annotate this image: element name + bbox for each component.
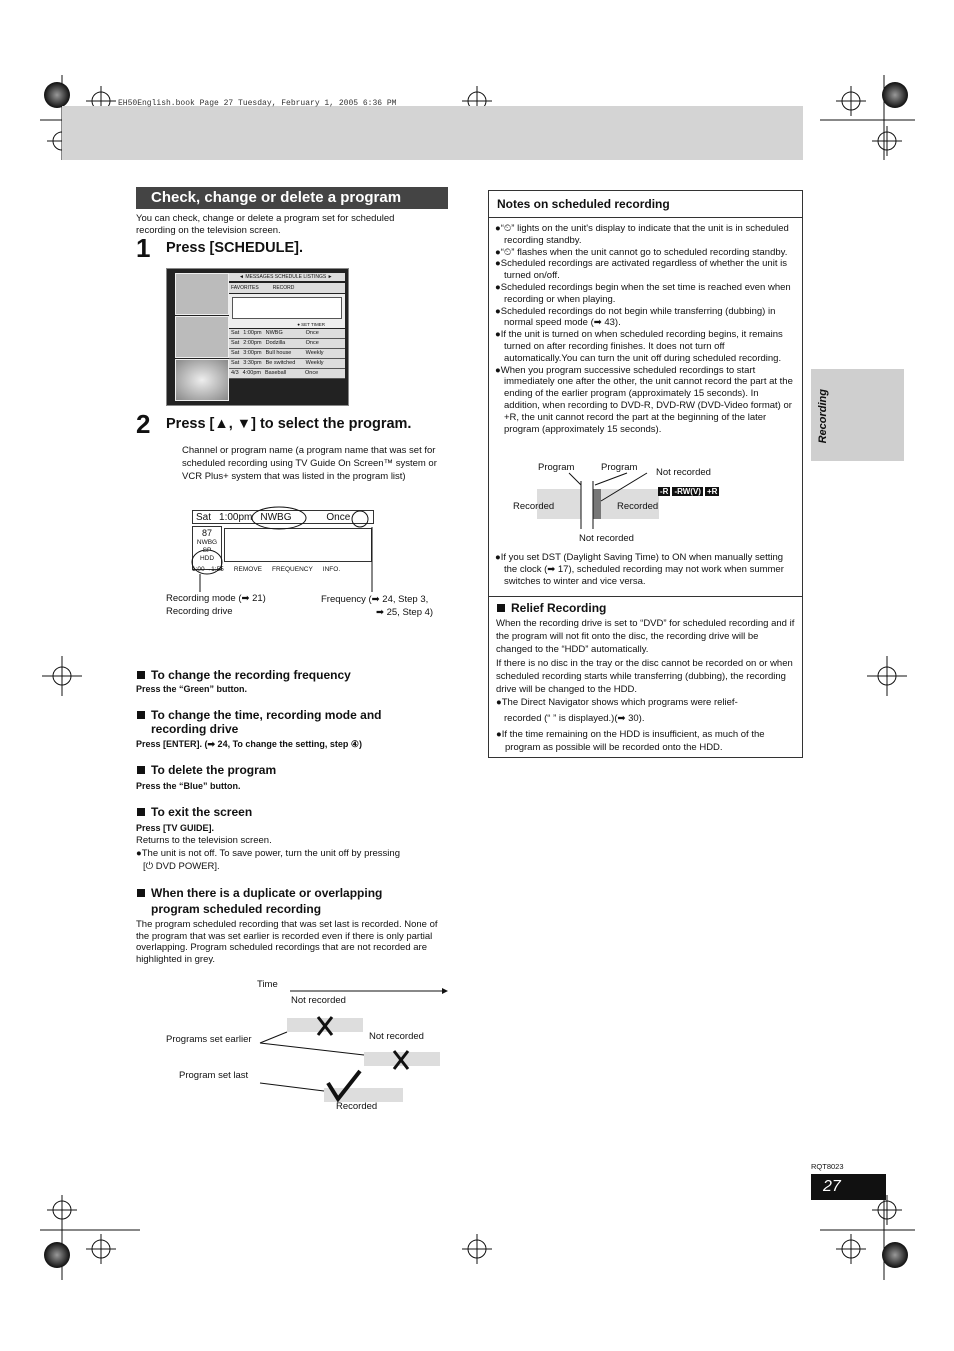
table-row[interactable]: Sat 2:00pm Dodzilla Once: [229, 339, 345, 349]
header-bar: [62, 106, 803, 160]
notes-box: [488, 190, 803, 758]
info-button[interactable]: INFO.: [322, 566, 341, 573]
dst-note: ●If you set DST (Daylight Saving Time) to ON when manually setting the clock (➡ 17), scheduled recording may not work when summer switches to winter and vice versa.: [495, 552, 784, 587]
diag-recorded: Recorded: [336, 1101, 378, 1112]
disc-type-badges: [658, 481, 721, 499]
preview-thumbnail: [175, 273, 229, 315]
intro-text: You can check, change or delete a program set for scheduled recording on the television screen.: [136, 213, 395, 236]
change-frequency-instruction: Press the “Green” button.: [136, 684, 248, 694]
step-2-text: Press [▲, ▼] to select the program.: [166, 416, 412, 432]
heading-delete-program: To delete the program: [137, 763, 276, 778]
badge-plus-r: +R: [706, 487, 718, 496]
diag2-program-1: Program: [538, 462, 575, 473]
change-time-instruction: Press [ENTER]. (➡ 24, To change the setting, step ④): [136, 739, 362, 749]
step-2-number: 2: [136, 409, 151, 439]
step-1-number: 1: [136, 233, 151, 263]
detail-name: NWBG: [260, 512, 292, 523]
label-frequency-a: Frequency (➡ 24, Step 3,: [321, 594, 429, 605]
detail-day: Sat: [196, 512, 212, 523]
delete-instruction: Press the “Blue” button.: [136, 781, 241, 791]
detail-mode: SP: [202, 547, 212, 554]
detail-channel: 87: [201, 528, 212, 538]
step-1-text: Press [SCHEDULE].: [166, 240, 303, 256]
detail-freq: Once: [326, 512, 351, 523]
heading-exit-screen: To exit the screen: [137, 805, 252, 820]
preview-thumbnail: [175, 359, 229, 401]
list-item: ●Scheduled recordings begin when the set time is reached even when recording or when playing.: [495, 281, 791, 305]
heading-change-frequency: To change the recording frequency: [137, 668, 351, 683]
heading-duplicate-2: program scheduled recording: [151, 902, 322, 916]
list-item: ●When you program successive scheduled recordings to start immediately one after the other, the unit cannot record the part at the ending of the earlier program (approximately 15 seconds). In addition, when recording to DVD-R, DVD-RW (DVD-Video format) or +R, the unit cannot record the part at the beginning of the later program (approximately 15 seconds).: [495, 364, 793, 435]
registration-target-icon: [44, 1242, 70, 1268]
relief-bullet-1a: ●The Direct Navigator shows which programs were relief-: [496, 697, 738, 708]
detail-drive: HDD: [199, 555, 215, 562]
frequency-button[interactable]: FREQUENCY: [271, 566, 313, 573]
heading-change-time-2: recording drive: [151, 722, 239, 736]
list-item: ●If the unit is turned on when scheduled recording begins, it remains turned on after recording finishes. It does not turn off automatically.You can turn the unit off during scheduled recording.: [495, 329, 783, 364]
detail-station: NWBG: [196, 539, 218, 546]
table-row[interactable]: Sat 3:00pm Bull house Weekly: [229, 349, 345, 359]
page-number: 27: [811, 1174, 886, 1200]
list-item: ●“⏲” lights on the unit's display to indicate that the unit is in scheduled recording standby.: [495, 223, 789, 246]
registration-target-icon: [882, 82, 908, 108]
set-timer-label: ● SET TIMER: [297, 322, 325, 327]
record-label: RECORD: [272, 285, 295, 291]
relief-bullet-2: ●If the time remaining on the HDD is insufficient, as much of the program as possible will be recorded onto the HDD.: [496, 729, 765, 753]
label-recording-mode: Recording mode (➡ 21): [166, 593, 266, 604]
duplicate-text: The program scheduled recording that was set last is recorded. None of the program that was set earlier is recorded even if there is only partial overlapping. Program scheduled recordings that are not recorded are highlighted in grey.: [136, 919, 438, 965]
diag2-program-2: Program: [601, 462, 638, 473]
exit-line-3: [⏻ DVD POWER].: [143, 861, 220, 872]
list-item: ●Scheduled recordings are activated regardless of whether the unit is turned on/off.: [495, 258, 787, 282]
diag2-not-recorded: Not recorded: [656, 467, 711, 478]
badge-dvd-rw: -RW(V): [674, 487, 701, 496]
list-item: ●“⏲” flashes when the unit cannot go to scheduled recording standby.: [495, 246, 788, 258]
registration-target-icon: [44, 82, 70, 108]
screen-tabs: ◄ MESSAGES SCHEDULE LISTINGS ►: [229, 273, 345, 281]
relief-para-1: When the recording drive is set to “DVD” for scheduled recording and if the program will not fit onto the disc, the recording drive will be changed to the “HDD” automatically.: [496, 618, 795, 655]
preview-thumbnail: [175, 316, 229, 358]
section-title: Check, change or delete a program: [136, 187, 448, 209]
table-row[interactable]: 4/3 4:00pm Baseball Once: [229, 369, 345, 379]
schedule-screen: [166, 268, 349, 406]
document-code: RQT8023: [811, 1162, 844, 1171]
side-tab-label: Recording: [817, 389, 829, 444]
side-tab: [811, 369, 904, 461]
detail-time: 1:00pm: [219, 512, 253, 523]
favorites-label: FAVORITES: [231, 285, 259, 291]
list-item: ●Scheduled recordings do not begin while transferring (dubbing) in normal speed mode (➡ 43).: [495, 305, 776, 329]
relief-para-2: If there is no disc in the tray or the disc cannot be recorded on or when scheduled recording starts while transferring (dubbing), the recording drive will be changed to the HDD.: [496, 658, 793, 695]
exit-line-1: Returns to the television screen.: [136, 835, 272, 846]
registration-target-icon: [882, 1242, 908, 1268]
diag-time-label: Time: [257, 979, 278, 990]
label-frequency-b: ➡ 25, Step 4): [376, 607, 434, 618]
notes-bullets: [495, 223, 793, 435]
notes-title: Notes on scheduled recording: [489, 191, 802, 218]
remove-button[interactable]: REMOVE: [233, 566, 262, 573]
schedule-list: [229, 329, 345, 379]
relief-bullet-1b: recorded (“ ” is displayed.)(➡ 30).: [504, 713, 645, 724]
heading-duplicate: When there is a duplicate or overlapping: [137, 886, 382, 901]
badge-dvd-r: -R: [660, 487, 669, 496]
diag-not-recorded-1: Not recorded: [291, 995, 346, 1006]
diag-program-set-last: Program set last: [179, 1070, 249, 1081]
relief-title: Relief Recording: [497, 601, 606, 616]
detail-duration: 1:00→1:55: [192, 566, 224, 573]
heading-change-time: To change the time, recording mode and: [137, 708, 381, 723]
file-info-line: EH50English.book Page 27 Tuesday, February 1, 2005 6:36 PM: [118, 99, 397, 108]
diag-not-recorded-2: Not recorded: [369, 1031, 424, 1042]
label-recording-drive: Recording drive: [166, 606, 233, 617]
exit-line-2: ●The unit is not off. To save power, turn the unit off by pressing: [136, 848, 400, 859]
diag2-not-recorded-bottom: Not recorded: [579, 533, 634, 544]
diag-programs-set-earlier: Programs set earlier: [166, 1034, 252, 1045]
diag2-recorded-1: Recorded: [513, 501, 555, 512]
exit-instruction: Press [TV GUIDE].: [136, 823, 215, 833]
table-row[interactable]: Sat 1:00pm NWBG Once: [229, 329, 345, 339]
diag2-recorded-2: Recorded: [617, 501, 659, 512]
callout-channel: Channel or program name (a program name that was set for scheduled recording using TV Guide On Screen™ system or VCR Plus+ system that was listed in the program list): [182, 445, 437, 482]
table-row[interactable]: Sat 3:30pm Be switched Weekly: [229, 359, 345, 369]
